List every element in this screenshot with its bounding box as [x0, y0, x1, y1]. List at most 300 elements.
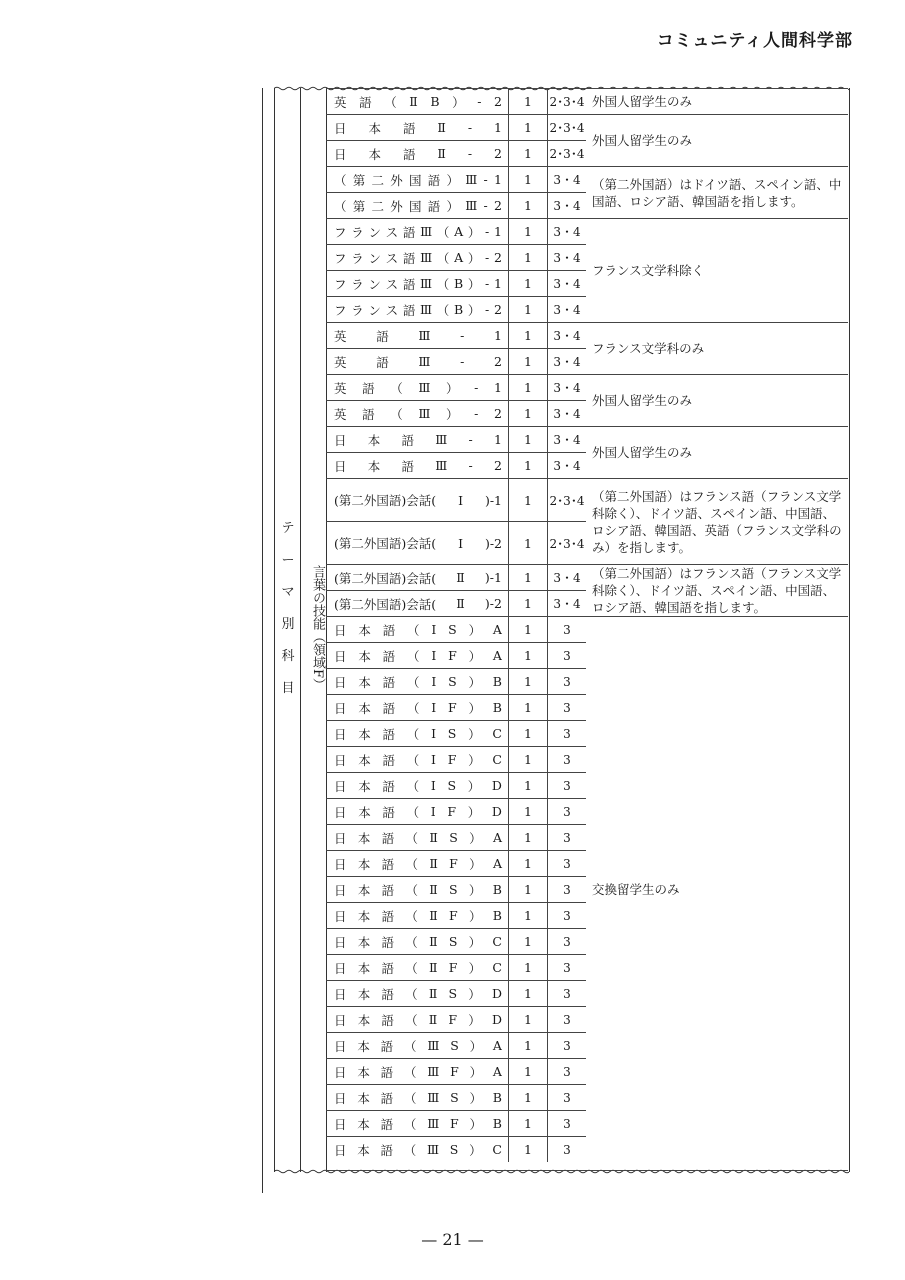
course-credits: 1	[524, 700, 532, 715]
course-name-part: S	[449, 830, 458, 845]
course-name-part: Ⅱ	[429, 882, 438, 897]
course-name-part: (第二外国語)会話(	[334, 493, 437, 508]
course-name-part: 日	[334, 432, 347, 448]
course-name-part: Ⅲ	[418, 380, 431, 395]
course-name-part: 本	[357, 1090, 370, 1106]
course-year: 2･3･4	[549, 121, 585, 135]
course-name-part: ）	[468, 674, 481, 690]
course-name-part: 本	[357, 856, 371, 872]
course-name-part: B	[492, 700, 502, 715]
course-year: 3・4	[553, 355, 581, 369]
area-f-label: 言葉の技能（領域F）	[310, 565, 325, 692]
course-name-part: Ⅲ	[427, 1090, 440, 1105]
course-name-part: ）	[468, 934, 482, 950]
course-name-part: ラ	[351, 250, 364, 266]
course-name-part: 2	[494, 94, 502, 109]
course-name-part: 2	[494, 354, 502, 369]
course-name-part: 語	[380, 1038, 394, 1054]
course-name-part: （	[405, 934, 418, 950]
course-name	[334, 617, 502, 642]
course-name-part: -	[485, 250, 490, 265]
course-name-part: 語	[427, 172, 441, 188]
course-name-part: 1	[494, 172, 502, 187]
course-name	[334, 565, 502, 590]
course-name-part: 本	[358, 778, 371, 794]
course-name-part: B	[492, 908, 502, 923]
theme-label-char: 別	[281, 617, 295, 632]
course-name-part: B	[453, 276, 464, 291]
course-name-part: （	[405, 986, 418, 1002]
course-year: 3	[563, 1090, 571, 1105]
course-name	[334, 479, 502, 521]
course-name-part: 本	[358, 726, 371, 742]
course-name-part: 語	[401, 458, 415, 474]
course-name	[334, 1085, 502, 1110]
course-name	[334, 219, 502, 244]
course-name-part: ラ	[351, 302, 364, 318]
course-name-part: （	[403, 1064, 417, 1080]
course-year: 3・4	[553, 571, 581, 585]
course-name-part: 2	[494, 198, 502, 213]
course-name-part: -	[483, 198, 488, 213]
course-name-part: C	[492, 934, 502, 949]
course-name-part: 語	[381, 986, 394, 1002]
course-name-part: 本	[357, 960, 371, 976]
course-name-part: B	[492, 674, 502, 689]
course-note	[586, 564, 848, 616]
course-name-part: ス	[385, 224, 399, 240]
course-name-part: 語	[380, 1064, 394, 1080]
course-credits: 1	[524, 648, 532, 663]
course-year: 3	[563, 1142, 571, 1157]
course-name-part: -	[460, 354, 465, 369]
course-name-part: Ⅱ	[429, 908, 438, 923]
course-year: 3	[563, 1064, 571, 1079]
course-credits: 1	[524, 1142, 532, 1157]
course-name-part: (第二外国語)会話(	[334, 570, 437, 586]
course-year: 3	[563, 1012, 571, 1027]
course-name-part: ）	[469, 1090, 482, 1106]
course-year: 3・4	[553, 225, 581, 239]
course-name-part: 語	[402, 146, 416, 162]
page-number: — 21 —	[421, 1230, 484, 1249]
theme-label-char: 科	[281, 649, 295, 664]
course-name-part: Ⅲ	[427, 1116, 440, 1131]
course-year: 3・4	[553, 407, 581, 421]
course-name	[334, 522, 502, 564]
course-name-part: -	[485, 276, 490, 291]
course-year: 3	[563, 674, 571, 689]
course-name-part: 本	[357, 1038, 370, 1054]
course-year: 3・4	[553, 303, 581, 317]
course-credits: 1	[524, 328, 532, 343]
theme-label-char: テ	[281, 521, 295, 536]
course-name-part: 日	[334, 986, 347, 1002]
course-name-part: A	[492, 1064, 502, 1079]
course-year: 3	[563, 622, 571, 637]
course-name-part: ）	[469, 1116, 483, 1132]
course-name-part: S	[447, 778, 457, 793]
course-name-part: Ⅱ	[429, 856, 438, 871]
column-divider-theme	[300, 88, 301, 1172]
course-year: 3	[563, 700, 571, 715]
course-note	[586, 616, 848, 1162]
course-name-part: D	[491, 778, 502, 793]
course-name-part: ）	[469, 1064, 483, 1080]
course-name-part: ス	[385, 276, 399, 292]
course-name	[334, 877, 502, 902]
course-name-part: 1	[494, 432, 502, 447]
course-credits: 1	[524, 120, 532, 135]
course-name	[334, 591, 502, 616]
course-name-part: Ⅰ	[430, 778, 436, 793]
course-name-part: 語	[402, 302, 416, 318]
course-name-part: -	[485, 302, 490, 317]
course-name-part: Ⅲ	[427, 1142, 440, 1157]
course-name-part: Ⅱ	[409, 94, 418, 109]
course-name-part: 語	[381, 856, 395, 872]
course-name-part: ）	[452, 94, 465, 110]
course-name	[334, 375, 502, 400]
course-name-part: ラ	[351, 276, 364, 292]
course-name-part: （	[406, 648, 420, 664]
course-name-part: F	[450, 1116, 459, 1131]
course-name-part: 語	[381, 934, 395, 950]
course-name	[334, 799, 502, 824]
course-year: 3	[563, 830, 571, 845]
course-note-text: （第二外国語）はフランス語（フランス文学 科除く）、ドイツ語、スペイン語、中国語、 ロシア語、韓国語、英語（フランス文学科の み）を指します。	[592, 488, 842, 555]
course-name-part: B	[430, 94, 440, 109]
course-name-part: 語	[382, 648, 396, 664]
course-year: 3	[563, 726, 571, 741]
course-year: 3・4	[553, 597, 581, 611]
theme-label-char: ー	[281, 553, 295, 568]
course-credits: 1	[524, 354, 532, 369]
course-name-part: （	[406, 674, 420, 690]
course-credits: 1	[524, 570, 532, 585]
course-year: 3	[563, 778, 571, 793]
theme-label-char: 目	[281, 681, 295, 696]
course-name-part: ）	[468, 960, 482, 976]
course-name-part: 語	[402, 120, 416, 136]
course-name-part: 日	[334, 726, 347, 742]
course-credits: 1	[524, 1090, 532, 1105]
course-year: 3	[563, 934, 571, 949]
course-name-part: 日	[334, 674, 347, 690]
course-name-part: 国	[409, 172, 422, 188]
course-credits: 1	[524, 596, 532, 611]
course-name	[334, 1059, 502, 1084]
course-name	[334, 115, 502, 140]
course-name-part: 語	[401, 432, 415, 448]
course-name-part: F	[448, 700, 457, 715]
course-name-part: （	[390, 380, 403, 396]
course-name-part: A	[492, 856, 502, 871]
course-name-part: 語	[382, 778, 395, 794]
course-name-part: （	[436, 224, 450, 240]
course-name-part: ）	[468, 700, 481, 716]
course-name-part: 本	[368, 146, 381, 162]
course-name-part: 1	[494, 120, 502, 135]
course-name	[334, 167, 502, 192]
course-name-part: Ⅲ	[420, 276, 433, 291]
course-name	[334, 929, 502, 954]
course-credits: 1	[524, 458, 532, 473]
course-name-part: A	[492, 1038, 502, 1053]
course-name-part: 日	[334, 1090, 347, 1106]
course-name-part: フ	[334, 302, 347, 318]
course-name	[334, 851, 502, 876]
course-name	[334, 141, 502, 166]
course-name-part: ）	[467, 302, 481, 318]
course-name-part: 英	[334, 328, 347, 344]
course-name-part: 本	[358, 674, 371, 690]
course-name-part: Ⅲ	[427, 1064, 440, 1079]
course-name-part: 本	[367, 432, 381, 448]
course-name-part: 語	[382, 726, 396, 742]
course-name-part: ）	[468, 986, 481, 1002]
course-name-part: 語	[382, 674, 396, 690]
course-name	[334, 721, 502, 746]
course-name-part: （	[405, 882, 418, 898]
course-name-part: （	[406, 778, 420, 794]
course-name-part: Ⅱ	[429, 934, 438, 949]
course-name-part: Ⅲ	[435, 458, 448, 473]
course-name-part: （	[407, 622, 420, 638]
course-name-part: （	[405, 856, 418, 872]
course-year: 3・4	[553, 433, 581, 447]
course-name-part: 語	[376, 328, 389, 344]
course-name-part: ）	[467, 224, 481, 240]
course-name-part: 本	[357, 1012, 371, 1028]
course-name-part: ）	[467, 804, 481, 820]
course-name-part: 日	[334, 804, 347, 820]
course-name-part: (第二外国語)会話(	[334, 596, 437, 612]
course-name-part: 日	[334, 908, 347, 924]
course-year: 2･3･4	[549, 95, 585, 109]
course-name-part: C	[492, 960, 502, 975]
course-credits: 1	[524, 622, 532, 637]
course-name-part: （	[405, 960, 418, 976]
course-name-part: 本	[357, 908, 371, 924]
course-name-part: 本	[358, 622, 371, 638]
course-name-part: S	[447, 726, 457, 741]
course-name-part: Ⅰ	[431, 700, 437, 715]
course-name-part: 第	[352, 172, 366, 188]
course-name-part: 外	[390, 172, 403, 188]
course-name-part: 本	[368, 120, 381, 136]
course-name-part: （	[405, 830, 419, 846]
course-name-part: -	[460, 328, 465, 343]
course-name-part: Ⅲ	[420, 224, 433, 239]
course-name	[334, 427, 502, 452]
course-name-part: ）	[469, 830, 482, 846]
course-name-part: （	[406, 804, 420, 820]
course-name-part: Ⅰ	[458, 492, 464, 508]
course-name-part: 語	[382, 804, 395, 820]
course-name-part: 二	[371, 198, 385, 214]
course-name-part: A	[492, 648, 502, 663]
theme-label-char: マ	[281, 585, 295, 600]
course-name-part: Ⅲ	[427, 1038, 440, 1053]
course-name-part: ）	[469, 1038, 483, 1054]
course-name-part: （	[403, 1090, 417, 1106]
course-name	[334, 89, 502, 114]
course-name-part: B	[492, 1116, 502, 1131]
course-name-part: Ⅲ	[418, 354, 431, 369]
course-credits: 1	[524, 778, 532, 793]
course-name-part: （	[384, 94, 397, 110]
course-name-part: ラ	[351, 224, 364, 240]
course-name-part: ）	[468, 908, 482, 924]
course-name	[334, 401, 502, 426]
course-name-part: ン	[368, 276, 381, 292]
course-credits: 1	[524, 198, 532, 213]
course-name-part: -	[468, 458, 473, 473]
course-name-part: （	[403, 1142, 417, 1158]
course-year: 3	[563, 960, 571, 975]
course-credits: 1	[524, 250, 532, 265]
course-name-part: S	[448, 986, 458, 1001]
course-note	[586, 374, 848, 426]
course-name-part: A	[492, 830, 502, 845]
course-name	[334, 349, 502, 374]
course-note-text: フランス文学科除く	[592, 263, 705, 278]
course-credits: 1	[524, 1064, 532, 1079]
course-name-part: 2	[493, 250, 502, 265]
course-name-part: 語	[381, 960, 395, 976]
course-name-part: F	[449, 856, 458, 871]
course-name	[334, 297, 502, 322]
course-name-part: Ⅱ	[428, 1012, 438, 1027]
course-name-part: 本	[358, 752, 371, 768]
course-note	[586, 478, 848, 564]
course-name-part: 語	[381, 882, 395, 898]
course-name-part: ）	[468, 622, 482, 638]
course-name-part: )-2	[484, 535, 502, 551]
course-name-part: Ⅲ	[418, 328, 431, 343]
course-name-part: （	[405, 908, 418, 924]
course-name-part: 1	[493, 276, 502, 291]
course-credits: 1	[524, 172, 532, 187]
course-name-part: （	[334, 172, 347, 188]
course-name-part: 2	[494, 146, 502, 161]
course-name-part: フ	[334, 250, 347, 266]
course-name-part: 語	[381, 1012, 394, 1028]
course-name-part: S	[449, 882, 458, 897]
course-name-part: 本	[357, 882, 371, 898]
course-name-part: ン	[368, 250, 381, 266]
course-credits: 1	[524, 752, 532, 767]
course-name-part: 2	[494, 406, 502, 421]
course-name-part: Ⅱ	[437, 146, 446, 161]
course-year: 3・4	[553, 459, 581, 473]
course-name-part: S	[450, 1090, 459, 1105]
course-name-part: 日	[334, 648, 347, 664]
course-name-part: 語	[359, 94, 372, 110]
course-name	[334, 271, 502, 296]
course-name-part: （	[436, 276, 450, 292]
course-name-part: 日	[334, 146, 347, 162]
course-credits: 1	[524, 882, 532, 897]
course-credits: 1	[524, 908, 532, 923]
course-name-part: Ⅰ	[431, 726, 437, 741]
course-credits: 1	[524, 1116, 532, 1131]
course-name-part: B	[492, 882, 502, 897]
course-name-part: ）	[467, 778, 481, 794]
course-name-part: ）	[469, 1142, 482, 1158]
course-name-part: (第二外国語)会話(	[334, 536, 437, 551]
course-name-part: A	[492, 622, 502, 637]
margin-rule	[262, 88, 263, 1193]
course-name	[334, 981, 502, 1006]
course-credits: 1	[524, 804, 532, 819]
course-name-part: ）	[467, 250, 481, 266]
course-name-part: -	[474, 406, 479, 421]
course-year: 3・4	[553, 277, 581, 291]
course-credits: 1	[524, 986, 532, 1001]
course-credits: 1	[524, 1038, 532, 1053]
course-note-text: 外国人留学生のみ	[592, 393, 693, 408]
course-name	[334, 773, 502, 798]
course-name-part: F	[447, 804, 457, 819]
course-name-part: 外	[390, 198, 403, 214]
course-name-part: 本	[358, 648, 371, 664]
course-name-part: ）	[467, 276, 481, 292]
course-name-part: 第	[352, 198, 366, 214]
course-credits: 1	[524, 302, 532, 317]
course-name-part: Ⅲ	[435, 432, 448, 447]
course-note	[586, 88, 848, 114]
course-credits: 1	[524, 535, 532, 551]
course-note-text: （第二外国語）はドイツ語、スペイン語、中 国語、ロシア語、韓国語を指します。	[592, 176, 842, 209]
course-name-part: 本	[357, 1142, 370, 1158]
course-year: 3・4	[553, 173, 581, 187]
course-name-part: 英	[334, 380, 347, 396]
course-name-part: 1	[494, 328, 502, 343]
course-name	[334, 643, 502, 668]
course-name	[334, 695, 502, 720]
course-note	[586, 114, 848, 166]
course-name-part: （	[406, 700, 420, 716]
course-name-part: D	[491, 986, 502, 1001]
course-name	[334, 1111, 502, 1136]
course-name	[334, 1033, 502, 1058]
course-name-part: 二	[371, 172, 385, 188]
course-name-part: 日	[334, 700, 347, 716]
course-name-part: 本	[358, 804, 371, 820]
course-name-part: Ⅱ	[437, 120, 446, 135]
course-name	[334, 903, 502, 928]
course-name-part: S	[448, 674, 457, 689]
theme-subjects-label	[276, 522, 300, 714]
course-name-part: C	[492, 726, 502, 741]
course-credits: 1	[524, 934, 532, 949]
course-name-part: Ⅲ	[420, 302, 433, 317]
course-name-part: Ⅱ	[429, 960, 438, 975]
course-name-part: S	[448, 622, 457, 637]
course-name-part: 2	[494, 458, 502, 473]
course-credits: 1	[524, 492, 532, 508]
course-name	[334, 1137, 502, 1162]
course-name-part: 語	[382, 752, 396, 768]
course-name-part: 日	[334, 960, 347, 976]
course-name-part: S	[449, 1142, 459, 1157]
course-year: 2･3･4	[549, 147, 585, 161]
course-name-part: 日	[334, 1116, 347, 1132]
course-note-text: 交換留学生のみ	[592, 882, 680, 897]
course-name-part: 国	[409, 198, 422, 214]
